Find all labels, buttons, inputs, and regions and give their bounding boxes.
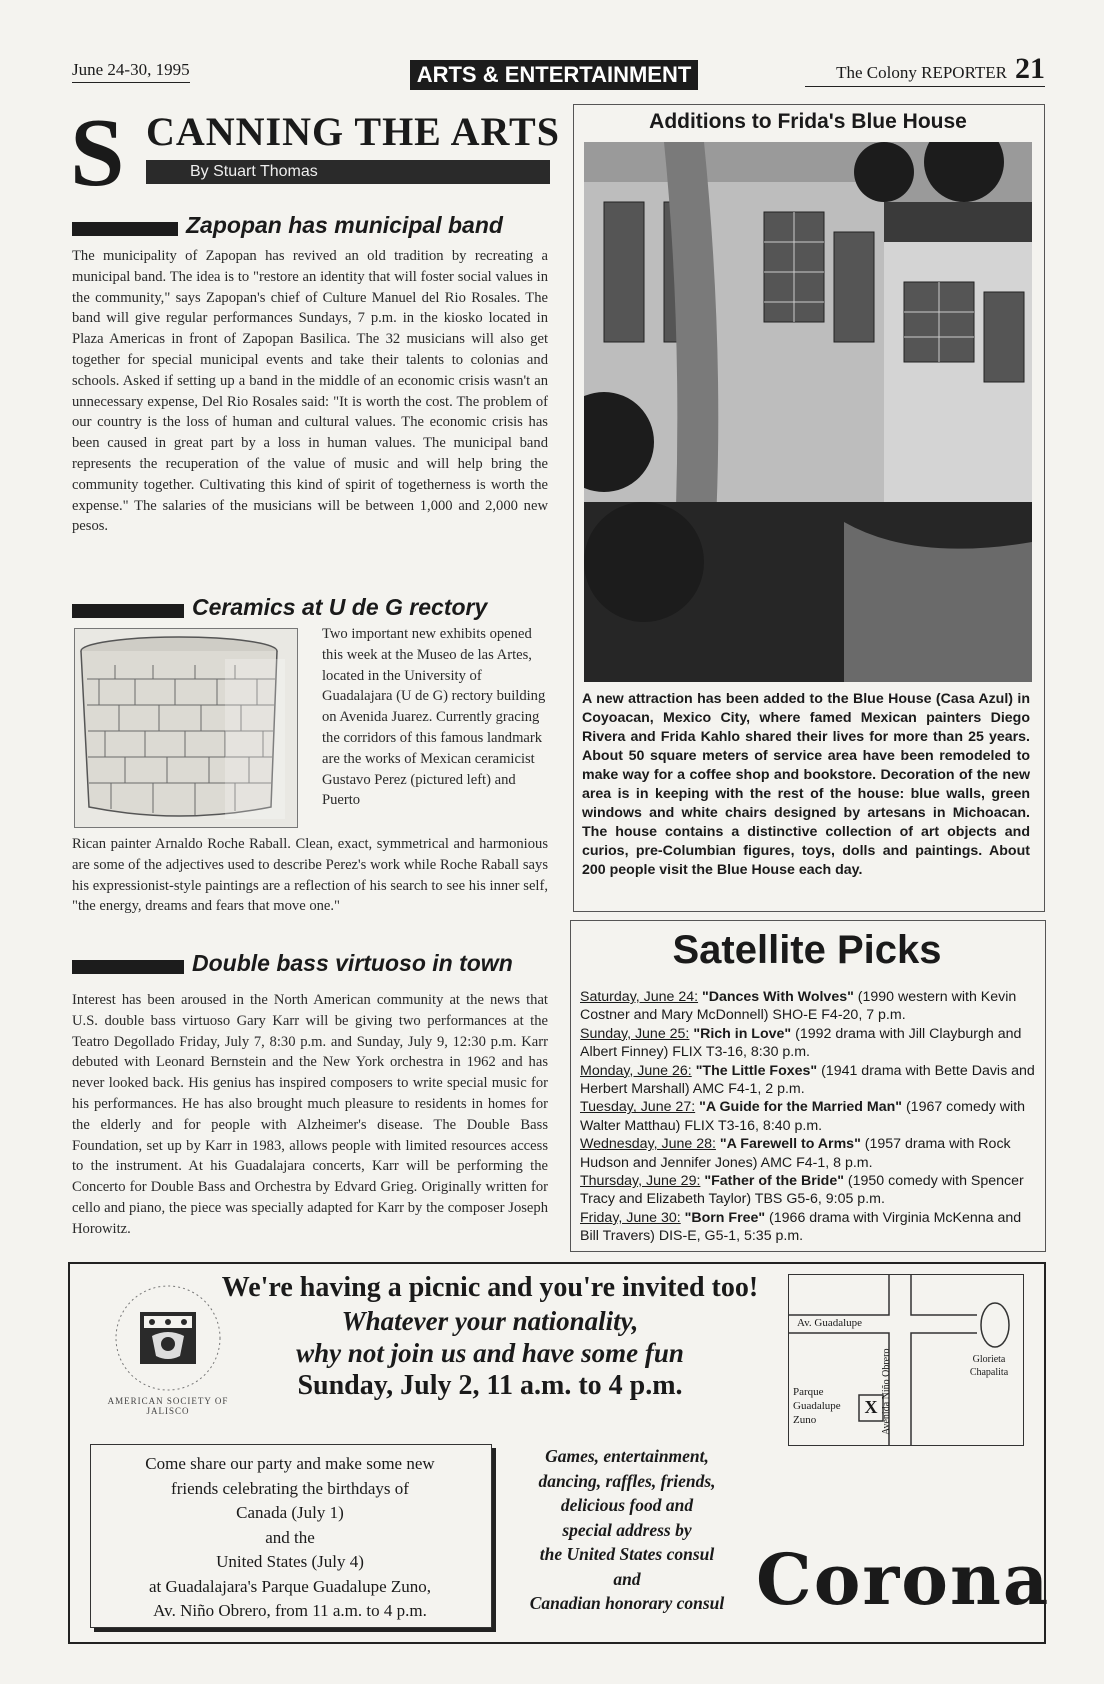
listing-details: (1941 drama with Bette Davis and Herbert Marshall) AMC F4-1, 2 p.m. bbox=[580, 1062, 1035, 1098]
listing-day: Monday, June 26: bbox=[580, 1062, 692, 1079]
article-ceramics-body: Rican painter Arnaldo Roche Raball. Clean, exact, symmetrical and harmonious are some of the adjectives used to describe Perez's work while Roche Raball says his expressionist-style paintings are a reflection of his search to see his inner self, "the energy, dreams and fears that move one." bbox=[72, 836, 548, 915]
listing-film: "Dances With Wolves" bbox=[702, 989, 854, 1005]
byline: By Stuart Thomas bbox=[146, 160, 550, 184]
frida-title: Additions to Frida's Blue House bbox=[649, 110, 967, 133]
listing-film: "A Farewell to Arms" bbox=[719, 1136, 861, 1153]
invite-line: Come share our party and make some new bbox=[145, 1454, 435, 1473]
games-line: Canadian honorary consul bbox=[529, 1593, 725, 1613]
blue-house-photo bbox=[584, 142, 1032, 682]
listing-details: (1967 comedy with Walter Matthau) FLIX T3-16, 8:40 p.m. bbox=[580, 1099, 1026, 1134]
games-line: the United States consul bbox=[539, 1544, 715, 1564]
section-banner: ARTS & ENTERTAINMENT bbox=[410, 60, 698, 90]
map-park-label: Parque Guadalupe Zuno bbox=[793, 1386, 841, 1426]
games-text bbox=[502, 1444, 752, 1616]
frida-caption: A new attraction has been added to the Blue House (Casa Azul) in Coyoacan, Mexico City, where famed Mexican painters Diego Rivera and Frida Kahlo shared their lives for more than 25 years. About 50 square meters of service area have been remodeled to make way for a coffee shop and bookstore. Decoration of the new area is in keeping with the rest of the house: blue walls, green windows and white chairs designed by artesans in Michoacan. The house contains a distinctive collection of art objects and curios, pre-Columbian figures, toys, dolls and paintings. About 200 people visit the Blue House each day. bbox=[582, 691, 1030, 878]
listing-film: "Rich in Love" bbox=[693, 1025, 792, 1042]
map-street-nino-obrero: Avenida Niño Obrero bbox=[881, 1348, 892, 1435]
listing-item bbox=[580, 1209, 1036, 1246]
listing-film: "The Little Foxes" bbox=[695, 1062, 818, 1079]
listing-item bbox=[580, 1098, 1036, 1135]
listing-day: Sunday, June 25: bbox=[580, 1025, 690, 1042]
listing-item bbox=[580, 988, 1036, 1025]
headline-zapopan: Zapopan has municipal band bbox=[186, 212, 503, 238]
listing-details: (1950 comedy with Spencer Tracy and Elizabeth Taylor) TBS G5-6, 9:05 p.m. bbox=[580, 1173, 1024, 1208]
listing-details: (1966 drama with Virginia McKenna and Bill Travers) DIS-E, G5-1, 5:35 p.m. bbox=[580, 1209, 1022, 1245]
blue-house-illustration bbox=[584, 142, 1032, 682]
article-zapopan-body: The municipality of Zapopan has revived an old tradition by recreating a municipal band. The idea is to "restore an identity that will foster social values in the community," says Zapopan's chief of Culture Manuel del Rio Rosales. The band will give regular performances Sundays, 7 p.m. in the kiosko located in Plaza Americas in front of Zapopan Basilica. The 32 musicians will also get together for special municipal events and take their talents to colonias and schools. Asked if setting up a band in the middle of an economic crisis wasn't an unnecessary expense, Del Rio Rosales said: "It is worth the cost. The problem of our country is the loss of human and cultural values. The economic crisis has been caused in great part by a loss in human values. The municipal band represents the recuperation of the value of music and will help bring the community together. Cultivating this kind of spirit of togetherness is worth the expense." The salaries of the musicians will be between 1,000 and 2,000 new pesos. bbox=[72, 248, 548, 535]
games-line: delicious food and bbox=[560, 1495, 694, 1515]
games-line: special address by bbox=[562, 1519, 692, 1540]
map-marker: X bbox=[864, 1397, 878, 1417]
headline-double-bass: Double bass virtuoso in town bbox=[192, 950, 513, 976]
ceramic-vessel-illustration bbox=[75, 629, 297, 827]
listing-day: Friday, June 30: bbox=[580, 1209, 681, 1226]
listing-day: Wednesday, June 28: bbox=[580, 1136, 716, 1153]
listing-film: "A Guide for the Married Man" bbox=[699, 1099, 903, 1116]
listing-details: (1990 western with Kevin Costner and Mary McDonnell) SHO-E F4-20, 7 p.m. bbox=[580, 989, 1017, 1024]
satellite-list bbox=[580, 988, 1036, 1246]
headline-bar bbox=[72, 960, 184, 974]
listing-item bbox=[580, 1135, 1036, 1172]
listing-item bbox=[580, 1062, 1036, 1099]
ad-headline: We're having a picnic and you're invited too! bbox=[221, 1272, 759, 1303]
paper-title: The Colony REPORTER bbox=[836, 63, 1007, 82]
invite-line: United States (July 4) bbox=[216, 1552, 364, 1571]
map-landmark-label: Glorieta Chapalita bbox=[969, 1354, 1009, 1378]
invite-line: friends celebrating the birthdays of bbox=[171, 1478, 409, 1498]
page-number: 21 bbox=[1015, 52, 1045, 85]
seal-text: AMERICAN SOCIETY OF JALISCO bbox=[107, 1396, 229, 1416]
invite-line: and the bbox=[265, 1527, 315, 1547]
listing-film: "Born Free" bbox=[684, 1209, 766, 1226]
location-map bbox=[788, 1274, 1024, 1446]
ceramic-vessel-photo bbox=[74, 628, 298, 828]
listing-item bbox=[580, 1025, 1036, 1062]
headline-bar bbox=[72, 604, 184, 618]
listing-details: (1992 drama with Jill Clayburgh and Albert Finney) FLIX T3-16, 8:30 p.m. bbox=[580, 1025, 1022, 1061]
ad-date-time: Sunday, July 2, 11 a.m. to 4 p.m. bbox=[297, 1370, 683, 1401]
listing-details: (1957 drama with Rock Hudson and Jennifer Jones) AMC F4-1, 8 p.m. bbox=[580, 1136, 1011, 1171]
invite-line: Canada (July 1) bbox=[236, 1503, 344, 1522]
listing-day: Tuesday, June 27: bbox=[580, 1099, 696, 1116]
ad-line-fun: why not join us and have some fun bbox=[296, 1338, 684, 1368]
article-ceramics-side: Two important new exhibits opened this week at the Museo de las Artes, located in the University of Guadalajara (U de G) rectory building on Avenida Juarez. Currently gracing the corridors of this famous landmark are the works of Mexican ceramicist Gustavo Perez (pictured left) and Puerto bbox=[322, 626, 546, 809]
ad-line-nationality: Whatever your nationality, bbox=[341, 1306, 639, 1336]
listing-day: Thursday, June 29: bbox=[580, 1173, 701, 1190]
map-street-guadalupe: Av. Guadalupe bbox=[797, 1317, 863, 1329]
games-line: and bbox=[613, 1568, 641, 1589]
issue-date: June 24-30, 1995 bbox=[72, 60, 190, 83]
listing-item bbox=[580, 1172, 1036, 1209]
article-double-bass-body: Interest has been aroused in the North American community at the news that U.S. double bass virtuoso Gary Karr will be giving two performances at the Teatro Degollado Friday, July 7, 8:30 p.m. and Sunday, July 9, 12:30 p.m. Karr debuted with Leonard Bernstein and the New York orchestra in 1962 and has never looked back. His genius has inspired composers to write special music for his performances. He has also brought much pleasure to residents in homes for the elderly and for people with Alzheimer's disease. The Double Bass Foundation, set up by Karr in 1983, allows people with limited resources access to the instrument. At his Guadalajara concerts, Karr will be performing the Concerto for Double Bass and Orchestra by Edvard Grieg. Originally written for cello and piano, the piece was specially adapted for Karr by the composer Joseph Horowitz. bbox=[72, 992, 548, 1237]
games-line: Games, entertainment, bbox=[545, 1446, 709, 1466]
invite-line: Av. Niño Obrero, from 11 a.m. to 4 p.m. bbox=[153, 1601, 427, 1620]
headline-bar bbox=[72, 222, 178, 236]
corona-logo: Corona bbox=[756, 1538, 1051, 1621]
paper-name bbox=[805, 52, 1045, 87]
listing-day: Saturday, June 24: bbox=[580, 989, 699, 1005]
drop-letter: S bbox=[70, 99, 125, 207]
column-title: CANNING THE ARTS bbox=[146, 109, 560, 154]
invite-line: at Guadalajara's Parque Guadalupe Zuno, bbox=[148, 1576, 432, 1596]
headline-ceramics: Ceramics at U de G rectory bbox=[192, 594, 488, 620]
listing-film: "Father of the Bride" bbox=[704, 1173, 844, 1190]
invite-text bbox=[100, 1452, 480, 1624]
satellite-title: Satellite Picks bbox=[672, 928, 942, 972]
games-line: dancing, raffles, friends, bbox=[538, 1470, 716, 1491]
